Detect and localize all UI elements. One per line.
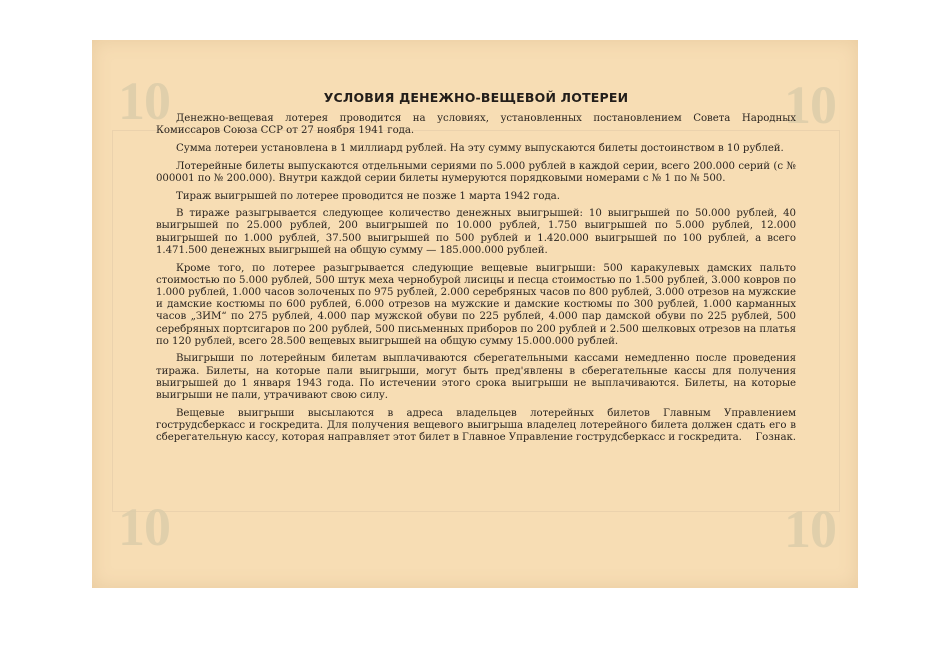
paragraph-2: Сумма лотереи установлена в 1 миллиард рублей. На эту сумму выпускаются билеты достоинством в 10 рублей. xyxy=(176,142,784,154)
paragraph-6: Кроме того, по лотерее разыгрывается следующие вещевые выигрыши: 500 каракулевых дамских пальто стоимостью по 5.000 рублей, 500 штук меха чернобурой лисицы и песца стоимостью по 1.500 рублей, 3.000 ковров по 1.000 рублей, 1.000 часов золоченых по 975 рублей, 2.000 серебряных часов по 800 рублей, 3.000 отрезов на мужские и дамские костюмы по 600 рублей, 6.000 отрезов на мужские и дамские костюмы по 300 рублей, 1.000 карманных часов „ЗИМ“ по 275 рублей, 4.000 пар мужской обуви по 225 рублей, 4.000 пар дамской обуви по 225 рублей, 500 серебряных портсигаров по 200 рублей, 500 письменных приборов по 200 рублей и 2.500 шелковых отрезов на платья по 120 рублей, всего 28.500 вещевых выигрышей на общую сумму 15.000.000 рублей. xyxy=(156,262,796,347)
conditions-title: УСЛОВИЯ ДЕНЕЖНО-ВЕЩЕВОЙ ЛОТЕРЕИ xyxy=(323,90,629,105)
paragraph-1: Денежно-вещевая лотерея проводится на условиях, установленных постановлением Совета Народных Комиссаров Союза ССР от 27 ноября 1941 года. xyxy=(156,113,796,137)
paragraph-8-text: Вещевые выигрыши высылаются в адреса владельцев лотерейных билетов Главным Управлением гострудсберкасс и госкредита. Для получения вещевого выигрыша владелец лотерейного билета должен сдать его в сберегательную кассу, которая направляет этот билет в Главное Управление гострудсберкасс и госкредита. xyxy=(156,407,796,444)
paragraph-3: Лотерейные билеты выпускаются отдельными сериями по 5.000 рублей в каждой серии, всего 200.000 серий (с № 000001 по № 200.000). Внутри каждой серии билеты нумеруются порядковыми номерами с № 1 по № 500. xyxy=(156,160,796,184)
denomination-corner-top-left: 10 xyxy=(118,71,170,131)
denomination-corner-bottom-left: 10 xyxy=(118,497,170,557)
lottery-ticket-back xyxy=(92,40,858,588)
denomination-corner-top-right: 10 xyxy=(784,75,836,135)
paragraph-5: В тираже разыгрывается следующее количество денежных выигрышей: 10 выигрышей по 50.000 рублей, 40 выигрышей по 25.000 рублей, 200 выигрышей по 10.000 рублей, 1.750 выигрышей по 5.000 рублей, 12.000 выигрышей по 1.000 рублей, 37.500 выигрышей по 500 рублей и 1.420.000 выигрышей по 100 рублей, а всего 1.471.500 денежных выигрышей на общую сумму — 185.000.000 рублей. xyxy=(156,208,796,256)
printer-signature: Гознак. xyxy=(755,432,796,444)
ticket-conditions xyxy=(156,90,796,450)
paragraph-7: Выигрыши по лотерейным билетам выплачиваются сберегательными кассами немедленно после проведения тиража. Билеты, на которые пали выигрыши, могут быть пред'явлены в сберегательные кассы для получения выигрышей до 1 января 1943 года. По истечении этого срока выигрыши не выплачиваются. Билеты, на которые выигрыши не пали, утрачивают свою силу. xyxy=(156,353,796,402)
paragraph-8 xyxy=(156,408,796,445)
paragraph-4: Тираж выигрышей по лотерее проводится не позже 1 марта 1942 года. xyxy=(176,190,560,202)
denomination-corner-bottom-right: 10 xyxy=(784,499,836,559)
